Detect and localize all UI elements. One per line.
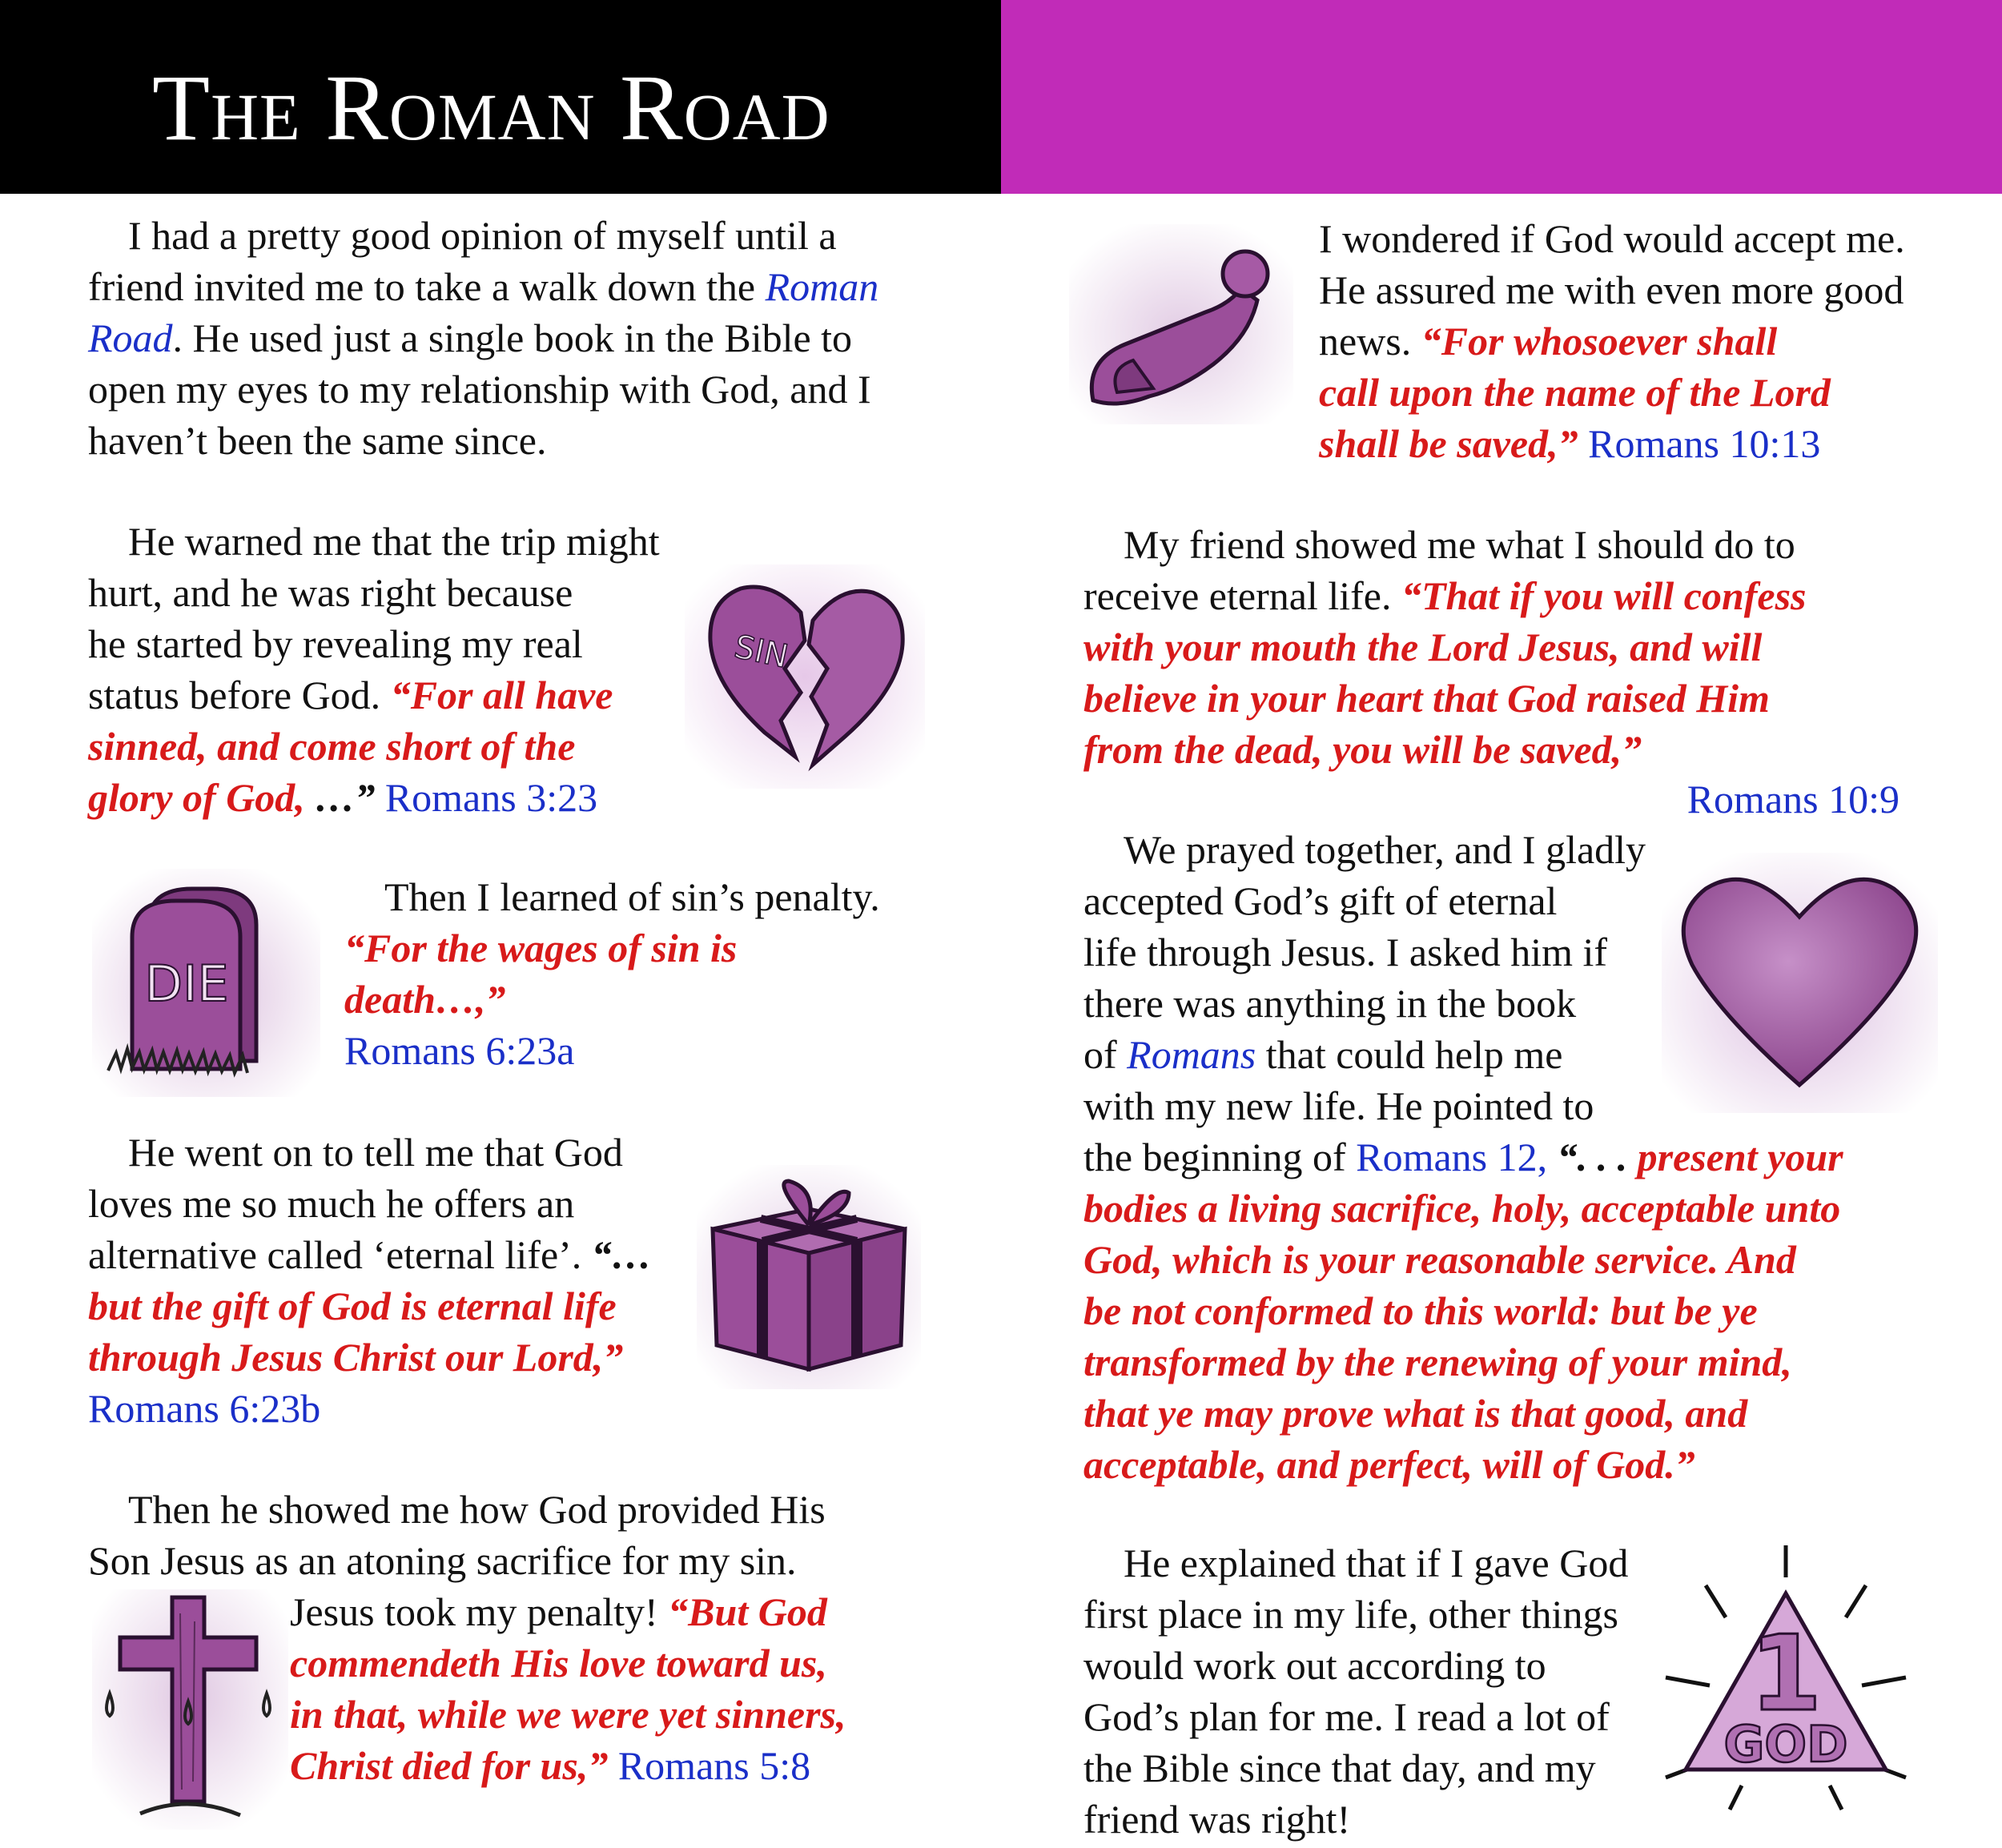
cross-paragraph: Then he showed me how God provided His Son Jesus as an atoning sacrifice for my sin. Jesus took my penalty! “But God commendeth His love toward us, in that, while we were yet sinners, Christ died for us,” Romans 5:8 <box>88 1487 846 1788</box>
page-title: The Roman Road <box>152 55 830 160</box>
scripture-reference: Romans 10:13 <box>1578 421 1821 466</box>
scripture-reference: Romans 12, <box>1356 1135 1558 1179</box>
gift-paragraph: He went on to tell me that God loves me so much he offers an alternative called ‘eternal life’. “… but the gift of God is eternal life through Jesus Christ our Lord,” Romans 6:23b <box>88 1127 889 1434</box>
tombstone-icon <box>92 869 320 1097</box>
god-label: GOD <box>1723 1715 1848 1774</box>
kneeling-prayer-icon <box>1069 224 1293 424</box>
god-first-triangle-icon <box>1658 1537 1914 1842</box>
accept-paragraph: I wondered if God would accept me. He assured me with even more good news. “For whosoever shall call upon the name of the Lord shall be saved,” Romans 10:13 <box>1319 216 1905 466</box>
first-place-paragraph: He explained that if I gave God first place in my life, other things would work out according to God’s plan for me. I read a lot of the Bible since that day, and my friend was right! <box>1083 1541 1629 1842</box>
scripture-reference: Romans 10:9 <box>1686 777 1899 822</box>
header-right-band <box>1001 0 2002 194</box>
die-label: DIE <box>144 954 229 1013</box>
heart-icon <box>1662 853 1938 1113</box>
confess-paragraph: My friend showed me what I should do to receive eternal life. “That if you will confess with your mouth the Lord Jesus, and will believe in your heart that God raised Him from the dead, you will be saved,” <box>1083 522 1807 772</box>
gift-box-icon <box>697 1165 921 1389</box>
scripture-reference: Romans 3:23 <box>375 775 598 820</box>
scripture-reference: Romans 6:23b <box>88 1386 321 1431</box>
scripture-reference: Romans 6:23a <box>344 1028 575 1073</box>
sin-paragraph: He warned me that the trip might hurt, and he was right because he started by revealing my real status before God. “For all have sinned, and come short of the glory of God, …” Romans 3:23 <box>88 519 660 820</box>
sin-label: SIN <box>730 628 792 676</box>
penalty-paragraph: Then I learned of sin’s penalty. “For the wages of sin is death…,” Romans 6:23a <box>344 871 953 1076</box>
roman-road-link: Roman <box>765 264 879 309</box>
prayed-paragraph: We prayed together, and I gladly accepted God’s gift of eternal life through Jesus. I asked him if there was anything in the book of Romans that could help me with my new life. He pointed to the beginning of Romans 12, “. . . present your bodies a living sacrifice, holy, acceptable unto God, which is your reasonable service. And be not conformed to this world: but be ye transformed by the renewing of your mind, that ye may prove what is that good, and acceptable, and perfect, will of God.” <box>1083 827 1843 1487</box>
broken-heart-icon <box>685 564 925 789</box>
intro-paragraph: I had a pretty good opinion of myself until a friend invited me to take a walk down the Roman Road. He used just a single book in the Bible to open my eyes to my relationship with God, and I haven’t been the same since. <box>88 213 879 463</box>
cross-icon <box>92 1589 288 1830</box>
number-one-label: 1 <box>1749 1613 1823 1734</box>
scripture-reference: Romans 5:8 <box>608 1743 811 1788</box>
